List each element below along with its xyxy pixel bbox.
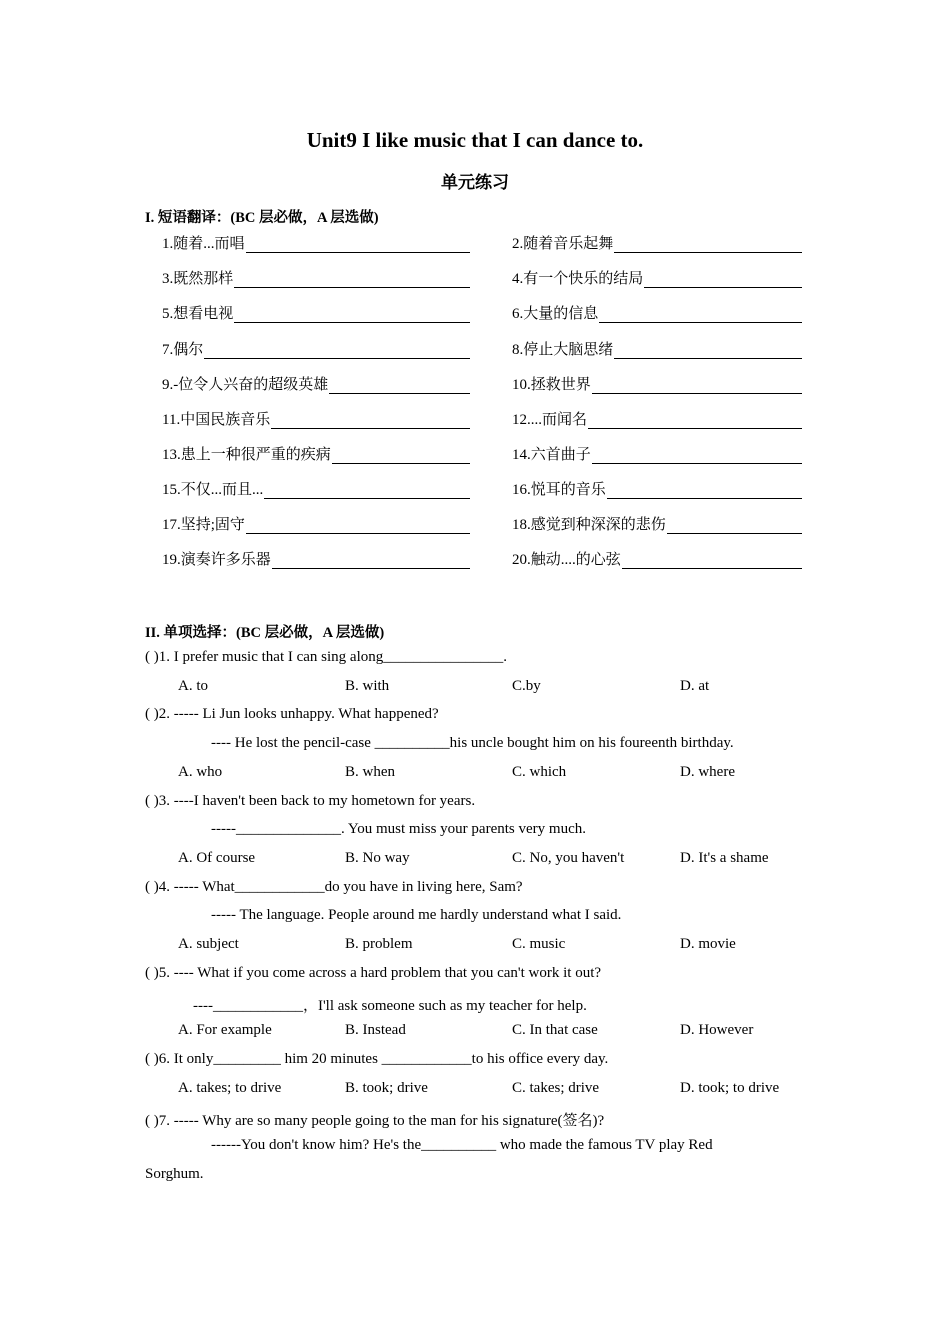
phrase-item: [512, 513, 802, 534]
answer-option[interactable]: A. subject: [178, 936, 239, 952]
phrase-label: 17.坚持;固守: [162, 517, 245, 533]
phrase-label: 11.中国民族音乐: [162, 412, 271, 428]
question-text: ( )7. ----- Why are so many people going to the man for his signature(签名)?: [145, 1113, 605, 1129]
phrase-label: 4.有一个快乐的结局: [512, 271, 644, 287]
answer-option[interactable]: A. For example: [178, 1022, 272, 1038]
answer-blank[interactable]: [271, 413, 470, 429]
phrase-label: 3.既然那样: [162, 271, 234, 287]
phrase-label: 15.不仅...而且...: [162, 482, 264, 498]
answer-blank[interactable]: [234, 307, 470, 323]
question-text: ( )5. ---- What if you come across a hard problem that you can't work it out?: [145, 965, 602, 981]
answer-blank[interactable]: [667, 518, 802, 534]
phrase-label: 10.拯救世界: [512, 377, 591, 393]
answer-option[interactable]: B. when: [345, 764, 395, 780]
phrase-label: 13.患上一种很严重的疾病: [162, 447, 331, 463]
answer-option[interactable]: A. to: [178, 678, 208, 694]
answer-option[interactable]: C. In that case: [512, 1022, 598, 1038]
question-text: ( )4. ----- What____________do you have in living here, Sam?: [145, 879, 523, 895]
dialogue-line: ------You don't know him? He's the__________ who made the famous TV play Red: [211, 1137, 713, 1153]
document-subtitle: 单元练习: [441, 173, 509, 192]
answer-blank[interactable]: [622, 553, 802, 569]
answer-option[interactable]: A. Of course: [178, 850, 256, 866]
answer-blank[interactable]: [204, 343, 470, 359]
dialogue-line: ---- He lost the pencil-case __________his uncle bought him on his foureenth birthday.: [211, 735, 734, 751]
answer-blank[interactable]: [644, 272, 802, 288]
answer-option[interactable]: A. takes; to drive: [178, 1080, 282, 1096]
phrase-label: 12....而闻名: [512, 412, 588, 428]
phrase-item: [512, 338, 802, 359]
phrase-item: [162, 513, 470, 534]
phrase-label: 8.停止大脑思绪: [512, 342, 614, 358]
answer-option[interactable]: D. where: [680, 764, 735, 780]
answer-option[interactable]: B. problem: [345, 936, 413, 952]
answer-option[interactable]: D. It's a shame: [680, 850, 769, 866]
dialogue-line: ----- The language. People around me hardly understand what I said.: [211, 907, 622, 923]
answer-option[interactable]: D. However: [680, 1022, 754, 1038]
phrase-item: [512, 302, 802, 323]
answer-option[interactable]: D. movie: [680, 936, 736, 952]
phrase-label: 7.偶尔: [162, 342, 204, 358]
answer-option[interactable]: B. Instead: [345, 1022, 406, 1038]
answer-option[interactable]: D. took; to drive: [680, 1080, 780, 1096]
answer-blank[interactable]: [592, 448, 802, 464]
answer-blank[interactable]: [332, 448, 470, 464]
phrase-item: [512, 443, 802, 464]
answer-blank[interactable]: [246, 518, 470, 534]
answer-blank[interactable]: [234, 272, 470, 288]
answer-option[interactable]: A. who: [178, 764, 223, 780]
phrase-label: 16.悦耳的音乐: [512, 482, 606, 498]
phrase-label: 19.演奏许多乐器: [162, 552, 271, 568]
phrase-item: [162, 443, 470, 464]
answer-blank[interactable]: [614, 237, 802, 253]
phrase-item: [162, 267, 470, 288]
phrase-item: [512, 478, 802, 499]
dialogue-line: -----______________. You must miss your parents very much.: [211, 821, 586, 837]
question-text: ( )1. I prefer music that I can sing along________________.: [145, 649, 507, 665]
phrase-label: 6.大量的信息: [512, 306, 599, 322]
phrase-label: 5.想看电视: [162, 306, 234, 322]
answer-option[interactable]: C. which: [512, 764, 567, 780]
answer-option[interactable]: C. No, you haven't: [512, 850, 625, 866]
answer-blank[interactable]: [599, 307, 802, 323]
document-title: Unit9 I like music that I can dance to.: [306, 128, 644, 152]
answer-option[interactable]: D. at: [680, 678, 710, 694]
phrase-label: 9.-位令人兴奋的超级英雄: [162, 377, 329, 393]
question-text: ( )2. ----- Li Jun looks unhappy. What happened?: [145, 706, 439, 722]
phrase-label: 2.随着音乐起舞: [512, 236, 614, 252]
phrase-item: [512, 267, 802, 288]
phrase-item: [512, 232, 802, 253]
answer-option[interactable]: C. takes; drive: [512, 1080, 600, 1096]
answer-option[interactable]: C.by: [512, 678, 541, 694]
answer-blank[interactable]: [246, 237, 470, 253]
section-2-heading: II. 单项选择：(BC 层必做，A 层选做): [145, 625, 385, 641]
phrase-item: [512, 408, 802, 429]
answer-blank[interactable]: [614, 343, 802, 359]
answer-blank[interactable]: [264, 483, 470, 499]
phrase-item: [162, 408, 470, 429]
answer-blank[interactable]: [588, 413, 802, 429]
phrase-item: [162, 548, 470, 569]
section-1-heading: I. 短语翻译：(BC 层必做，A 层选做): [145, 210, 379, 226]
dialogue-line: ----____________，I'll ask someone such as my teacher for help.: [193, 998, 587, 1014]
question-text: Sorghum.: [145, 1166, 204, 1182]
phrase-label: 20.触动....的心弦: [512, 552, 621, 568]
phrase-item: [162, 478, 470, 499]
answer-blank[interactable]: [272, 553, 470, 569]
question-text: ( )6. It only_________ him 20 minutes ____________to his office every day.: [145, 1051, 609, 1067]
answer-option[interactable]: B. with: [345, 678, 390, 694]
answer-blank[interactable]: [607, 483, 802, 499]
phrase-label: 1.随着...而唱: [162, 236, 245, 252]
phrase-item: [162, 302, 470, 323]
phrase-item: [162, 338, 470, 359]
question-text: ( )3. ----I haven't been back to my hometown for years.: [145, 793, 476, 809]
answer-blank[interactable]: [329, 378, 470, 394]
answer-option[interactable]: B. took; drive: [345, 1080, 428, 1096]
answer-blank[interactable]: [592, 378, 802, 394]
phrase-item: [512, 548, 802, 569]
answer-option[interactable]: C. music: [512, 936, 566, 952]
answer-option[interactable]: B. No way: [345, 850, 410, 866]
phrase-item: [512, 373, 802, 394]
phrase-item: [162, 232, 470, 253]
phrase-item: [162, 373, 470, 394]
phrase-label: 14.六首曲子: [512, 447, 591, 463]
phrase-label: 18.感觉到种深深的悲伤: [512, 517, 666, 533]
